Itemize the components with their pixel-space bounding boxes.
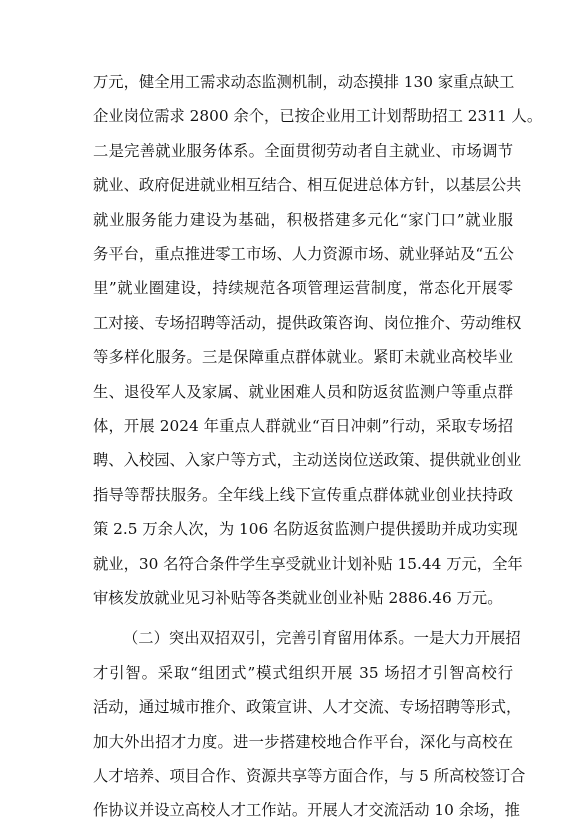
paragraph-2-line-3: 活动，通过城市推介、政策宣讲、人才交流、专场招聘等形式，: [93, 698, 522, 717]
paragraph-1-line-13: 指导等帮扶服务。全年线上线下宣传重点群体就业创业扶持政: [93, 485, 513, 504]
paragraph-1-line-8: 工对接、专场招聘等活动，提供政策咨询、岗位推介、劳动维权: [93, 313, 522, 332]
paragraph-2-line-5: 人才培养、项目合作、资源共享等方面合作，与 5 所高校签订合: [93, 767, 526, 785]
paragraph-1-line-11: 体，开展 2024 年重点人群就业“百日冲刺”行动，采取专场招: [93, 417, 513, 435]
paragraph-2-line-6: 作协议并设立高校人才工作站。开展人才交流活动 10 余场，推: [93, 801, 520, 820]
paragraph-1-line-10: 生、退役军人及家属、就业困难人员和防返贫监测户等重点群: [93, 382, 513, 401]
paragraph-1-line-14: 策 2.5 万余人次，为 106 名防返贫监测户提供援助并成功实现: [93, 520, 518, 539]
paragraph-2-line-4: 加大外出招才力度。进一步搭建校地合作平台，深化与高校在: [93, 732, 513, 751]
paragraph-1-line-12: 聘、入校园、入家户等方式，主动送岗位送政策、提供就业创业: [93, 451, 522, 470]
paragraph-1-line-15: 就业，30 名符合条件学生享受就业计划补贴 15.44 万元，全年: [93, 554, 523, 573]
paragraph-1-line-2: 企业岗位需求 2800 余个，已按企业用工计划帮助招工 2311 人。: [93, 107, 543, 126]
paragraph-2-line-2: 才引智。采取“组团式”模式组织开展 35 场招才引智高校行: [93, 663, 513, 682]
paragraph-1-line-5: 就业服务能力建设为基础，积极搭建多元化“家门口”就业服: [93, 210, 513, 229]
paragraph-1-line-9: 等多样化服务。三是保障重点群体就业。紧盯未就业高校毕业: [93, 348, 513, 367]
paragraph-2-line-1: （二）突出双招双引，完善引育留用体系。一是大力开展招: [123, 629, 521, 648]
paragraph-1-line-6: 务平台，重点推进零工市场、人力资源市场、就业驿站及“五公: [93, 245, 514, 263]
paragraph-1-line-1: 万元，健全用工需求动态监测机制，动态摸排 130 家重点缺工: [93, 73, 515, 91]
paragraph-1-line-4: 就业、政府促进就业相互结合、相互促进总体方针，以基层公共: [93, 176, 522, 195]
paragraph-1-line-3: 二是完善就业服务体系。全面贯彻劳动者自主就业、市场调节: [93, 141, 513, 160]
paragraph-1-line-16: 审核发放就业见习补贴等各类就业创业补贴 2886.46 万元。: [93, 589, 503, 607]
paragraph-1-line-7: 里”就业圈建设，持续规范各项管理运营制度，常态化开展零: [93, 279, 513, 298]
